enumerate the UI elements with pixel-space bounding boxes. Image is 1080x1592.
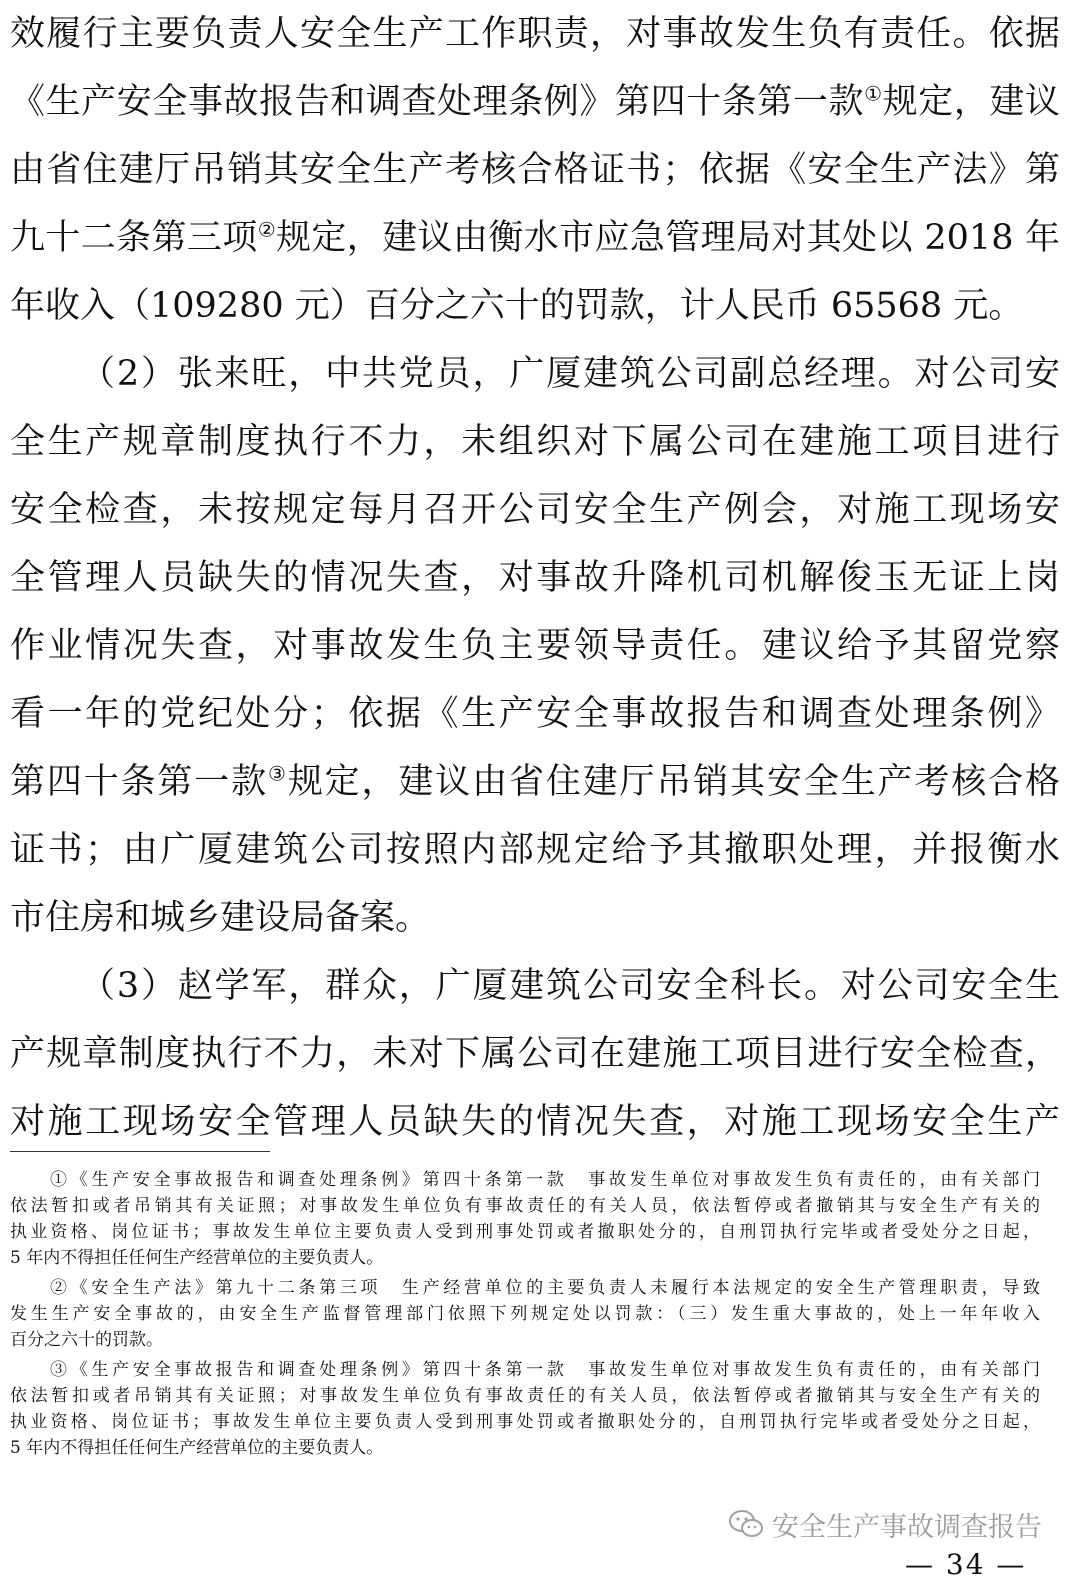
footnote-line: ③《生产安全事故报告和调查处理条例》第四十条第一款 事故发生单位对事故发生负有责任的，由有关部门 xyxy=(50,1360,1040,1380)
footnote-ref: ② xyxy=(257,217,276,242)
footnote-line: 5 年内不得担任任何生产经营单位的主要负责人。 xyxy=(10,1438,384,1458)
body-line: 九十二条第三项②规定，建议由衡水市应急管理局对其处以 2018 年 xyxy=(10,217,1060,258)
footnote-line: 发生生产安全事故的，由安全生产监督管理部门依照下列规定处以罚款：（三）发生重大事故的，处上一年年收入 xyxy=(10,1304,1040,1324)
footnote-line: 执业资格、岗位证书；事故发生单位主要负责人受到刑事处罚或者撤职处分的，自刑罚执行完毕或者受处分之日起， xyxy=(10,1222,1040,1242)
body-line: 市住房和城乡建设局备案。 xyxy=(10,898,431,938)
footnote-line: 百分之六十的罚款。 xyxy=(10,1330,163,1350)
footnote-line: 依法暂扣或者吊销其有关证照；对事故发生单位负有事故责任的有关人员，依法暂停或者撤销其与安全生产有关的 xyxy=(10,1196,1040,1216)
paragraph-start: （2）张来旺，中共党员，广厦建筑公司副总经理。对公司安 xyxy=(80,354,1060,394)
body-line: 年收入（109280 元）百分之六十的罚款，计人民币 65568 元。 xyxy=(10,286,1024,326)
watermark xyxy=(728,1506,1042,1542)
footnote-ref: ③ xyxy=(268,761,288,786)
footnote-line: ①《生产安全事故报告和调查处理条例》第四十条第一款 事故发生单位对事故发生负有责任的，由有关部门 xyxy=(50,1170,1040,1190)
body-line: 产规章制度执行不力，未对下属公司在建施工项目进行安全检查， xyxy=(10,1034,1060,1074)
body-line: 作业情况失查，对事故发生负主要领导责任。建议给予其留党察 xyxy=(10,626,1060,666)
body-line: 证书；由广厦建筑公司按照内部规定给予其撤职处理，并报衡水 xyxy=(10,830,1060,870)
body-line: 由省住建厅吊销其安全生产考核合格证书；依据《安全生产法》第 xyxy=(10,150,1060,190)
body-line: 《生产安全事故报告和调查处理条例》第四十条第一款①规定，建议 xyxy=(10,81,1060,122)
footnote-line: 依法暂扣或者吊销其有关证照；对事故发生单位负有事故责任的有关人员，依法暂停或者撤销其与安全生产有关的 xyxy=(10,1386,1040,1406)
footnote-line: 5 年内不得担任任何生产经营单位的主要负责人。 xyxy=(10,1248,384,1268)
watermark-text: 安全生产事故调查报告 xyxy=(772,1511,1042,1543)
body-line: 看一年的党纪处分；依据《生产安全事故报告和调查处理条例》 xyxy=(10,694,1060,734)
footnote-line: ②《安全生产法》第九十二条第三项 生产经营单位的主要负责人未履行本法规定的安全生产管理职责，导致 xyxy=(50,1278,1040,1298)
body-line: 对施工现场安全管理人员缺失的情况失查，对施工现场安全生产 xyxy=(10,1102,1060,1142)
footnote-ref: ① xyxy=(864,81,883,106)
body-line: 全生产规章制度执行不力，未组织对下属公司在建施工项目进行 xyxy=(10,422,1060,462)
wechat-icon xyxy=(728,1508,764,1540)
body-line: 效履行主要负责人安全生产工作职责，对事故发生负有责任。依据 xyxy=(10,14,1060,54)
paragraph-start: （3）赵学军，群众，广厦建筑公司安全科长。对公司安全生 xyxy=(80,966,1060,1006)
footnote-divider xyxy=(10,1151,270,1152)
body-line: 全管理人员缺失的情况失查，对事故升降机司机解俊玉无证上岗 xyxy=(10,558,1060,598)
body-line: 第四十条第一款③规定，建议由省住建厅吊销其安全生产考核合格 xyxy=(10,761,1060,802)
page-number: — 34 — xyxy=(905,1548,1027,1581)
footnote-line: 执业资格、岗位证书；事故发生单位主要负责人受到刑事处罚或者撤职处分的，自刑罚执行完毕或者受处分之日起， xyxy=(10,1412,1040,1432)
body-line: 安全检查，未按规定每月召开公司安全生产例会，对施工现场安 xyxy=(10,490,1060,530)
